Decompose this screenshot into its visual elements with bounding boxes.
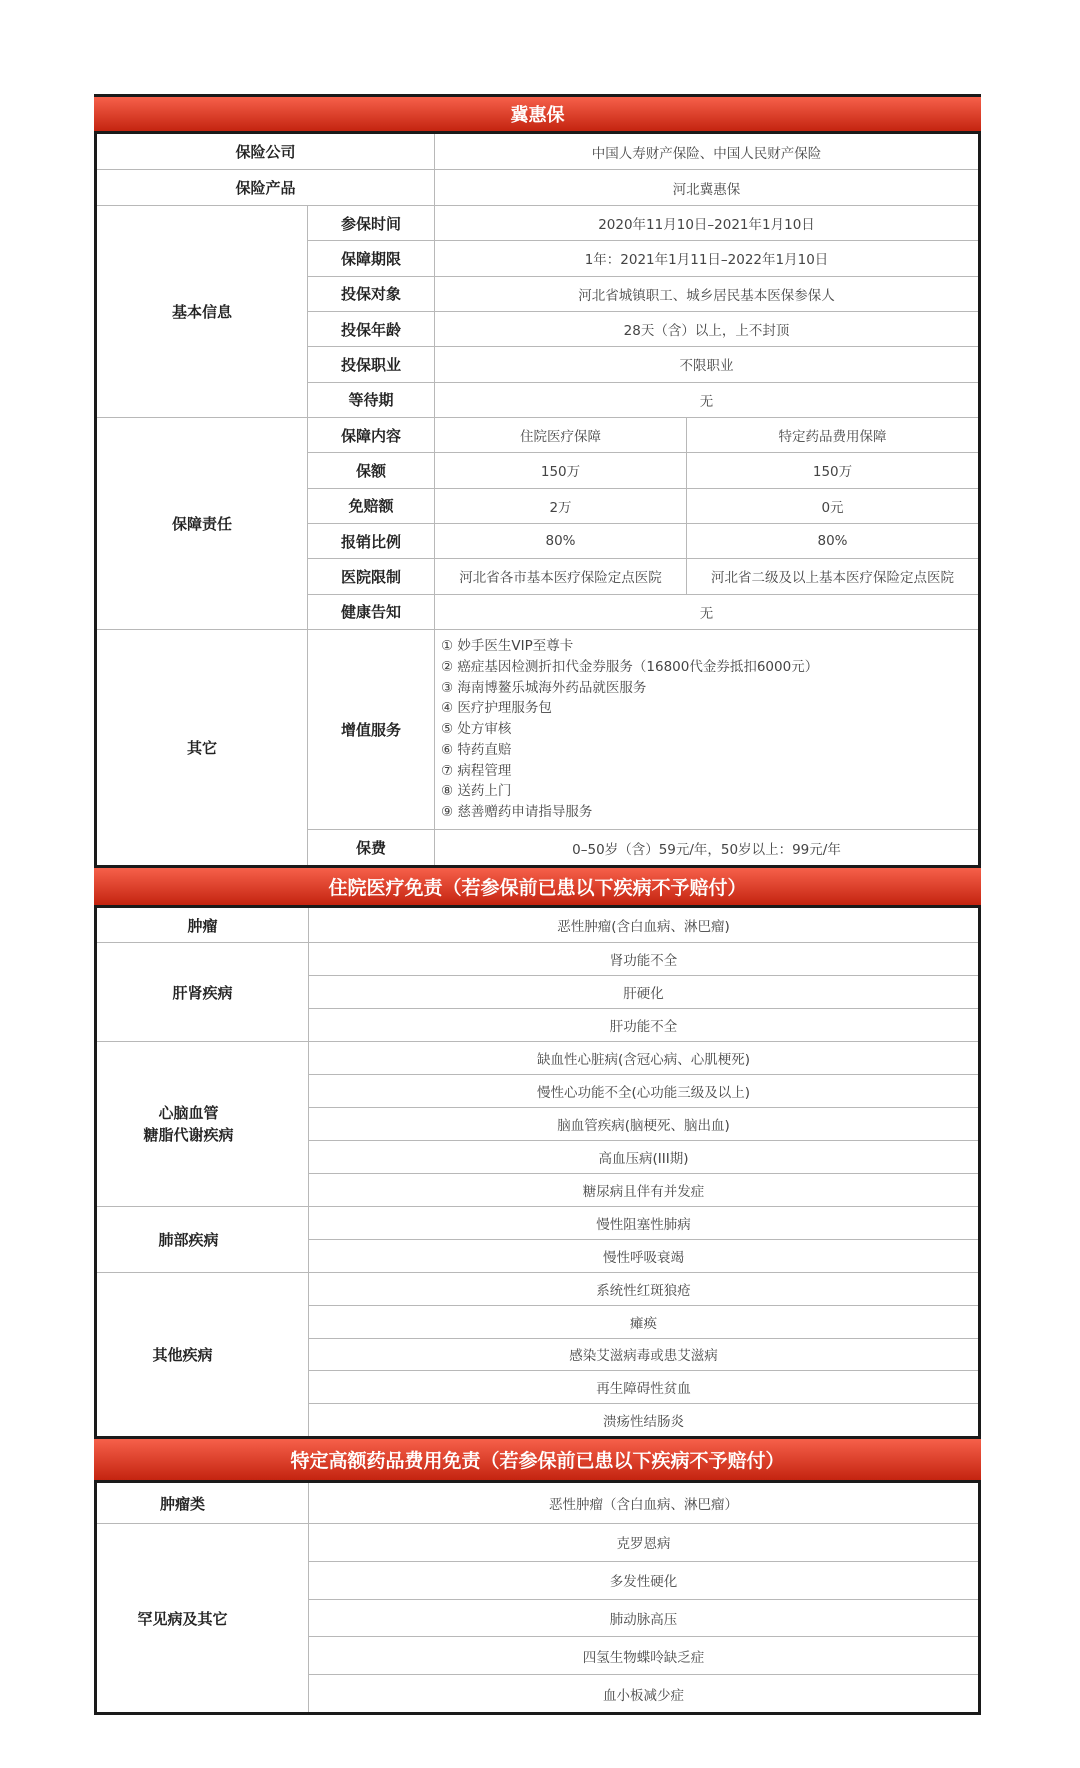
row-value: 河北冀惠保 — [672, 181, 741, 198]
disease-item: 慢性阻塞性肺病 — [596, 1217, 691, 1233]
hospital-value: 150万 — [435, 453, 687, 487]
row-label: 投保职业 — [308, 347, 435, 381]
disease-item: 肝功能不全 — [609, 1019, 678, 1035]
table-row — [308, 524, 978, 559]
table-row — [308, 418, 978, 453]
section-label: 其它 — [97, 630, 308, 865]
disease-item: 再生障碍性贫血 — [596, 1381, 691, 1398]
row-label: 投保对象 — [308, 277, 435, 311]
list-item: ④ 医疗护理服务包 — [441, 700, 552, 717]
group-label: 肝肾疾病 — [97, 943, 309, 1041]
table-row — [308, 312, 978, 347]
group-label — [97, 1042, 309, 1206]
exclusion-group — [97, 1042, 978, 1207]
disease-item: 肝硬化 — [623, 986, 664, 1002]
exclusion-group — [97, 1273, 978, 1436]
group-label-line: 心脑血管 — [158, 1104, 219, 1122]
row-label: 保障期限 — [308, 241, 435, 275]
group-label-line: 糖脂代谢疾病 — [143, 1126, 234, 1144]
group-label: 肺部疾病 — [97, 1207, 309, 1272]
other-section — [97, 630, 978, 865]
table-row — [308, 241, 978, 276]
hospital-value: 河北省各市基本医疗保险定点医院 — [435, 559, 687, 593]
hospital-value: 80% — [435, 524, 687, 558]
row-label: 医院限制 — [308, 559, 435, 593]
drug-value: 0元 — [821, 499, 844, 516]
row-label: 保障内容 — [308, 418, 435, 452]
list-item: ⑤ 处方审核 — [441, 721, 512, 738]
table-title: 冀惠保 — [94, 94, 981, 134]
disease-item: 恶性肿瘤（含白血病、淋巴瘤） — [549, 1497, 738, 1513]
row-value: 无 — [699, 605, 714, 622]
list-item: ③ 海南博鳌乐城海外药品就医服务 — [441, 679, 647, 696]
list-item: ⑨ 慈善赠药申请指导服务 — [441, 804, 593, 821]
group-label: 其他疾病 — [97, 1273, 309, 1436]
basic-info-section — [97, 206, 978, 418]
exclusion-group — [97, 1524, 978, 1712]
drug-value: 80% — [817, 533, 848, 550]
row-label: 参保时间 — [308, 206, 435, 240]
drug-value: 河北省二级及以上基本医疗保险定点医院 — [711, 570, 954, 587]
row-label: 报销比例 — [308, 524, 435, 558]
exclusion-group — [97, 1207, 978, 1273]
row-label: 增值服务 — [308, 630, 435, 829]
group-label: 罕见病及其它 — [97, 1524, 309, 1712]
group-label: 肿瘤类 — [97, 1483, 309, 1523]
row-label: 健康告知 — [308, 595, 435, 629]
row-label: 保费 — [308, 830, 435, 865]
disease-item: 恶性肿瘤(含白血病、淋巴瘤) — [557, 919, 730, 935]
table-row — [308, 453, 978, 488]
row-label: 投保年龄 — [308, 312, 435, 346]
table-row — [308, 489, 978, 524]
row-label: 免赔额 — [308, 489, 435, 523]
drug-value: 特定药品费用保障 — [778, 429, 887, 446]
insurance-comparison-table — [94, 94, 981, 1715]
table-row — [97, 908, 978, 943]
disease-item: 高血压病(III期) — [598, 1151, 689, 1167]
table-row — [308, 206, 978, 241]
table-row — [308, 347, 978, 382]
table-row — [97, 170, 978, 206]
disease-item: 克罗恩病 — [616, 1536, 671, 1553]
drug-exclusions-title: 特定高额药品费用免责（若参保前已患以下疾病不予赔付） — [94, 1436, 981, 1483]
table-row — [97, 134, 978, 170]
table-row — [308, 559, 978, 594]
disease-item: 慢性呼吸衰竭 — [603, 1250, 684, 1266]
row-label: 保险产品 — [97, 170, 435, 205]
table-row — [97, 1483, 978, 1524]
table-row — [308, 830, 978, 865]
table-row — [308, 630, 978, 830]
disease-item: 糖尿病且伴有并发症 — [582, 1184, 705, 1200]
list-item: ② 癌症基因检测折扣代金券服务（16800代金券抵扣6000元） — [441, 658, 819, 675]
section-label: 基本信息 — [97, 206, 308, 417]
exclusion-group — [97, 943, 978, 1042]
row-label: 等待期 — [308, 383, 435, 417]
disease-item: 血小板减少症 — [603, 1687, 684, 1704]
disease-item: 肺动脉高压 — [609, 1611, 678, 1628]
disease-item: 缺血性心脏病(含冠心病、心肌梗死) — [536, 1052, 751, 1068]
list-item: ⑧ 送药上门 — [441, 783, 512, 800]
hospital-value: 2万 — [435, 489, 687, 523]
drug-value: 150万 — [812, 464, 853, 481]
row-value: 2020年11月10日–2021年1月10日 — [598, 217, 815, 234]
hospital-value: 住院医疗保障 — [435, 418, 687, 452]
disease-item: 慢性心功能不全(心功能三级及以上) — [536, 1085, 751, 1101]
row-value: 中国人寿财产保险、中国人民财产保险 — [591, 145, 822, 162]
list-item: ⑥ 特药直赔 — [441, 741, 512, 758]
coverage-section — [97, 418, 978, 630]
disease-item: 瘫痪 — [630, 1315, 657, 1332]
table-row — [308, 383, 978, 417]
disease-item: 多发性硬化 — [609, 1574, 678, 1591]
section-label: 保障责任 — [97, 418, 308, 629]
premium-value: 0–50岁（含）59元/年，50岁以上：99元/年 — [572, 841, 841, 858]
list-item: ① 妙手医生VIP至尊卡 — [441, 637, 574, 654]
row-value: 河北省城镇职工、城乡居民基本医保参保人 — [578, 287, 835, 304]
table-row — [308, 277, 978, 312]
disease-item: 感染艾滋病毒或患艾滋病 — [569, 1348, 718, 1365]
disease-item: 四氢生物蝶呤缺乏症 — [582, 1649, 705, 1666]
row-label: 保险公司 — [97, 134, 435, 169]
group-label: 肿瘤 — [97, 908, 309, 942]
value-added-services-list — [435, 630, 978, 829]
list-item: ⑦ 病程管理 — [441, 762, 512, 779]
disease-item: 溃疡性结肠炎 — [603, 1414, 684, 1431]
row-value: 无 — [699, 393, 714, 410]
disease-item: 肾功能不全 — [609, 953, 678, 969]
table-row — [308, 595, 978, 629]
disease-item: 脑血管疾病(脑梗死、脑出血) — [557, 1118, 730, 1134]
disease-item: 系统性红斑狼疮 — [596, 1282, 691, 1299]
row-label: 保额 — [308, 453, 435, 487]
row-value: 不限职业 — [679, 358, 734, 375]
row-value: 28天（含）以上，上不封顶 — [623, 323, 790, 340]
row-value: 1年：2021年1月11日–2022年1月10日 — [584, 252, 829, 269]
hospital-exclusions-title: 住院医疗免责（若参保前已患以下疾病不予赔付） — [94, 865, 981, 908]
